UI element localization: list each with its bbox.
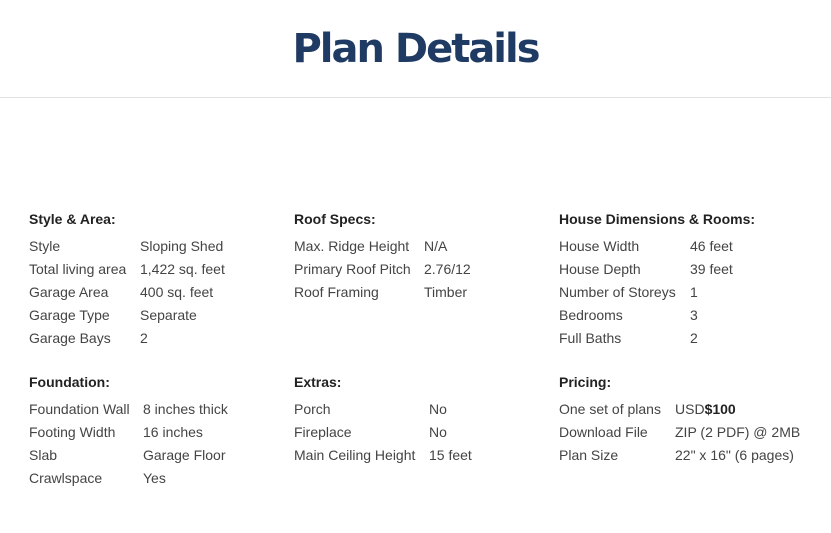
row-label: Crawlspace [29, 470, 103, 486]
row-label: One set of plans [559, 401, 661, 417]
table-row [294, 235, 471, 258]
row-label: Porch [294, 401, 331, 417]
table-row [559, 304, 733, 327]
row-value: No [429, 424, 447, 440]
table-row [294, 421, 472, 444]
section-title: Style & Area: [29, 211, 116, 227]
table-row [29, 421, 228, 444]
row-label: Foundation Wall [29, 401, 130, 417]
row-value: No [429, 401, 447, 417]
section-house-dimensions [559, 209, 755, 350]
table-row [29, 235, 225, 258]
table-row [559, 258, 733, 281]
details-table [294, 398, 472, 467]
row-label: Fireplace [294, 424, 352, 440]
section-extras [294, 372, 472, 467]
row-label: Primary Roof Pitch [294, 261, 411, 277]
row-value: Timber [424, 284, 468, 300]
row-label: Download File [559, 424, 648, 440]
table-row [29, 281, 225, 304]
table-row [294, 444, 472, 467]
table-row [294, 281, 471, 304]
row-value: 2 [140, 330, 148, 346]
section-title: Pricing: [559, 374, 612, 390]
table-row [294, 398, 472, 421]
table-row [559, 235, 733, 258]
row-value: 2.76/12 [424, 261, 471, 277]
row-label: Garage Area [29, 284, 109, 300]
row-value: Yes [143, 470, 166, 486]
details-table [559, 398, 800, 467]
table-row [294, 258, 471, 281]
row-label: Main Ceiling Height [294, 447, 416, 463]
row-value: 8 inches thick [143, 401, 228, 417]
row-label: Roof Framing [294, 284, 379, 300]
section-title: Foundation: [29, 374, 110, 390]
row-value: Sloping Shed [140, 238, 224, 254]
price-currency: USD [675, 401, 705, 417]
row-value: 46 feet [690, 238, 733, 254]
row-label: Garage Type [29, 307, 110, 323]
row-value: 1,422 sq. feet [140, 261, 225, 277]
details-table [29, 398, 228, 490]
table-row [559, 421, 800, 444]
row-value: 39 feet [690, 261, 733, 277]
details-table [559, 235, 733, 350]
table-row [29, 327, 225, 350]
section-foundation [29, 372, 228, 490]
table-row [559, 398, 800, 421]
section-roof-specs [294, 209, 471, 304]
row-label: Footing Width [29, 424, 116, 440]
section-title: Extras: [294, 374, 342, 390]
price-value [675, 398, 800, 421]
row-label: Style [29, 238, 61, 254]
row-value: 2 [690, 330, 698, 346]
details-table [294, 235, 471, 304]
section-title: House Dimensions & Rooms: [559, 211, 756, 227]
row-value: ZIP (2 PDF) @ 2MB [675, 424, 801, 440]
row-value: N/A [424, 238, 448, 254]
section-pricing [559, 372, 800, 467]
row-label: Slab [29, 447, 58, 463]
table-row [559, 281, 733, 304]
row-label: House Width [559, 238, 640, 254]
price-amount: $100 [704, 401, 736, 417]
row-value: Garage Floor [143, 447, 226, 463]
table-row [29, 467, 228, 490]
row-label: Full Baths [559, 330, 622, 346]
page-title: Plan Details [292, 26, 539, 72]
page-header [0, 0, 831, 98]
table-row [29, 398, 228, 421]
row-value: Separate [140, 307, 197, 323]
table-row [29, 304, 225, 327]
row-value: 15 feet [429, 447, 472, 463]
row-value: 1 [690, 284, 698, 300]
section-title: Roof Specs: [294, 211, 376, 227]
table-row [559, 327, 733, 350]
row-value: 16 inches [143, 424, 203, 440]
row-label: Total living area [29, 261, 127, 277]
row-label: Plan Size [559, 447, 619, 463]
table-row [29, 258, 225, 281]
table-row [29, 444, 228, 467]
row-value: 3 [690, 307, 698, 323]
row-label: Garage Bays [29, 330, 111, 346]
row-value: 400 sq. feet [140, 284, 214, 300]
row-label: House Depth [559, 261, 641, 277]
section-style-area [29, 209, 225, 350]
row-label: Max. Ridge Height [294, 238, 410, 254]
row-value: 22" x 16" (6 pages) [675, 447, 794, 463]
details-table [29, 235, 225, 350]
row-label: Bedrooms [559, 307, 623, 323]
row-label: Number of Storeys [559, 284, 676, 300]
table-row [559, 444, 800, 467]
